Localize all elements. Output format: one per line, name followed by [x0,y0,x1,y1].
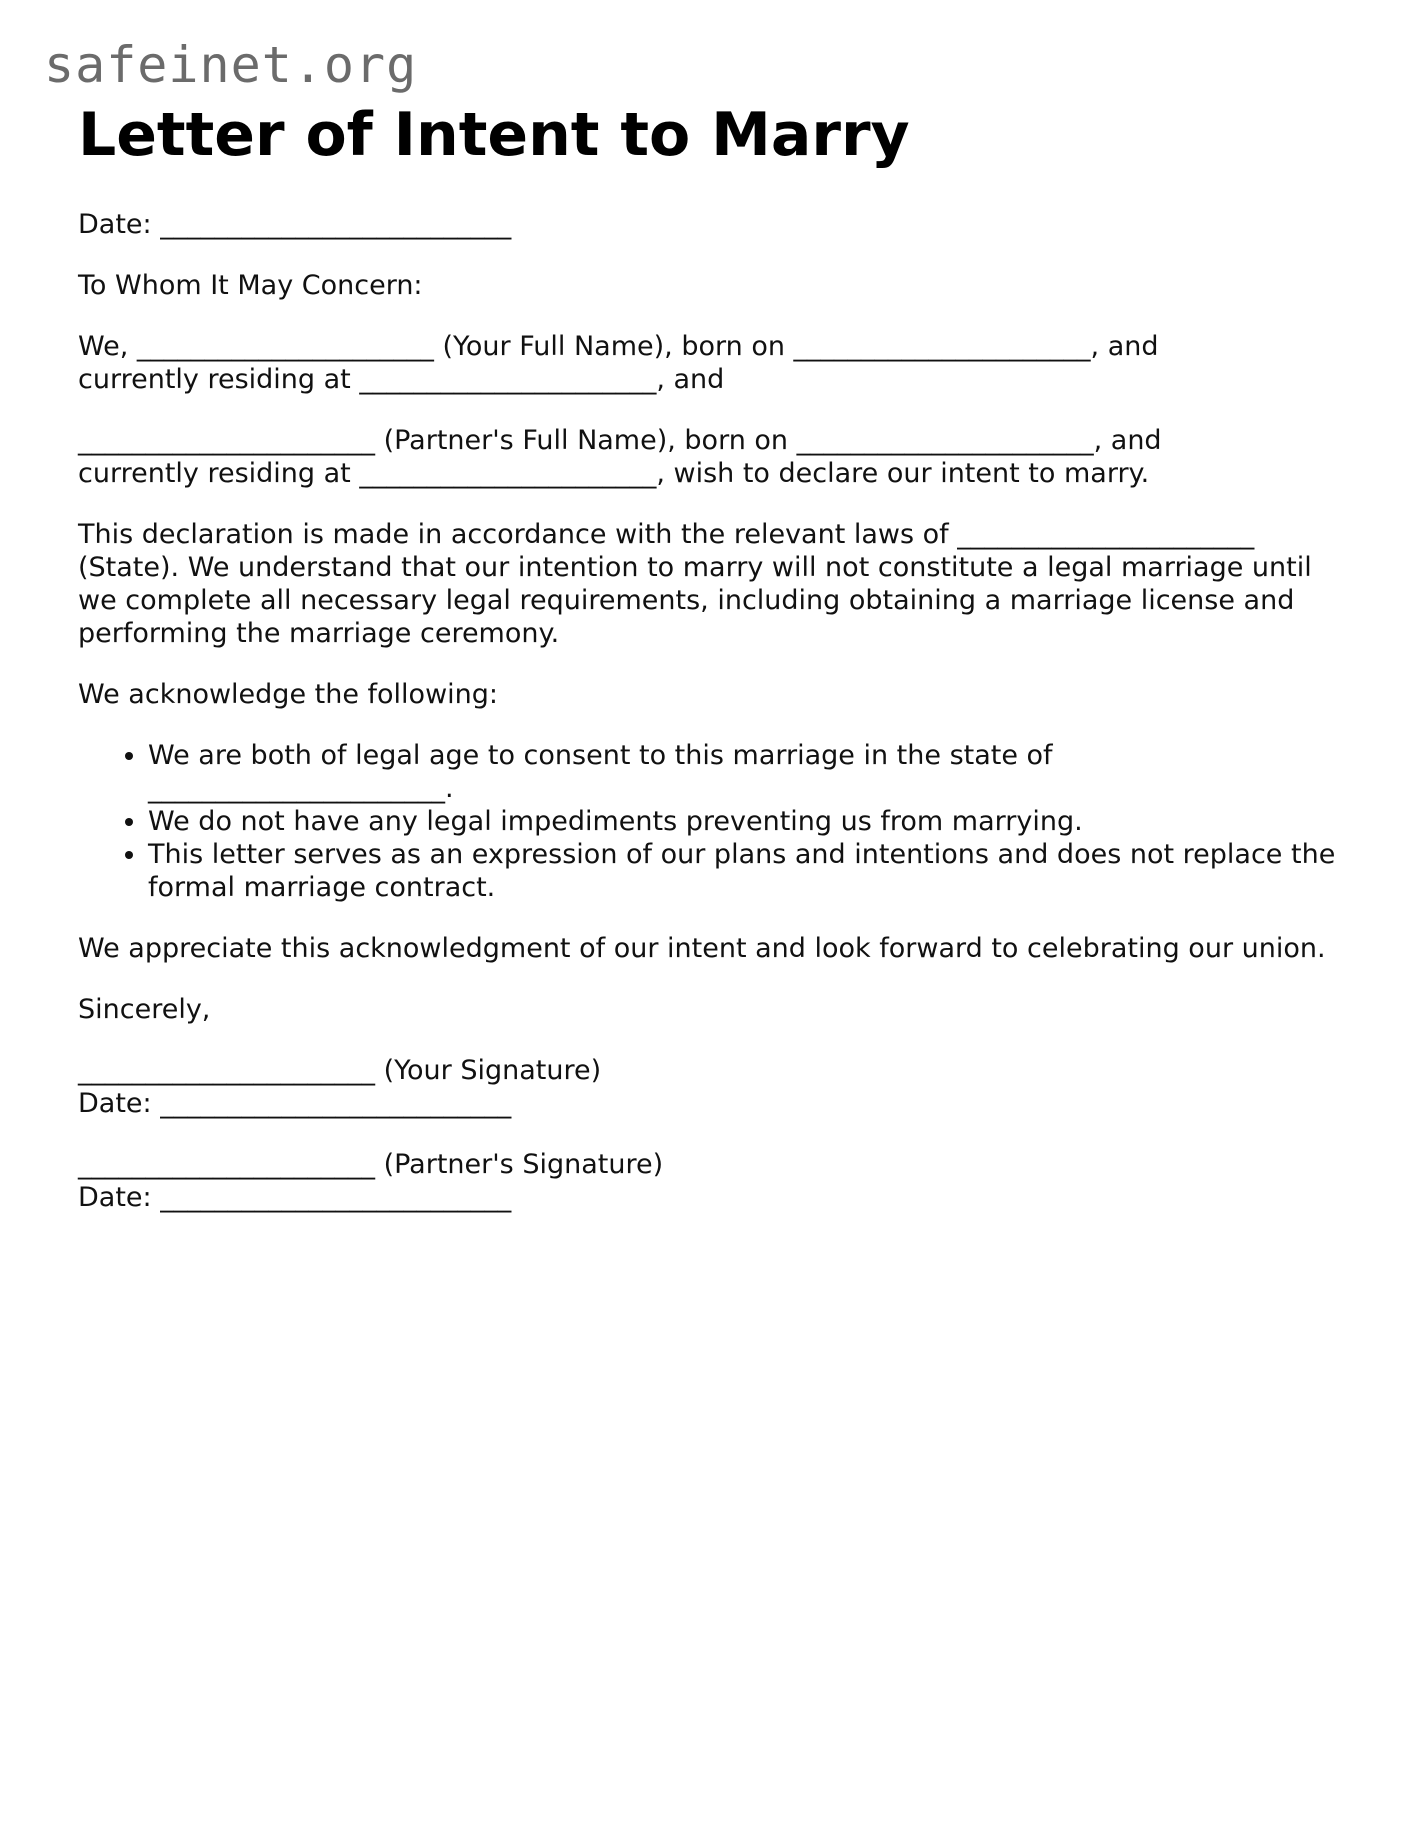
party-two-paragraph [78,424,1348,490]
date-line: Date: __________________________ [78,209,512,240]
party-two-line-2: currently residing at ______________________, wish to declare our intent to marry. [78,458,1150,489]
list-item: • We are both of legal age to consent to this marriage in the state of ______________________. [148,739,1348,805]
letter-document [78,100,1348,1242]
list-item: • This letter serves as an expression of our plans and intentions and does not replace the formal marriage contract. [148,838,1348,904]
your-signature-block [78,1054,1348,1120]
closing-paragraph: We appreciate this acknowledgment of our intent and look forward to celebrating our union. [78,933,1326,964]
acknowledgment-list [78,739,1348,904]
party-one-line-1: We, ______________________ (Your Full Name), born on ______________________, and [78,331,1159,362]
party-one-paragraph [78,330,1348,396]
party-two-line-1: ______________________ (Partner's Full Name), born on ______________________, and [78,425,1162,456]
your-signature-line: ______________________ (Your Signature) [78,1055,602,1086]
your-signature-date: Date: __________________________ [78,1088,512,1119]
salutation: To Whom It May Concern: [78,270,423,301]
sign-off: Sincerely, [78,994,211,1025]
watermark: safeinet.org [44,36,418,94]
partner-signature-block [78,1148,1348,1214]
party-one-line-2: currently residing at ______________________, and [78,364,725,395]
page-title: Letter of Intent to Marry [78,100,910,170]
list-item: • We do not have any legal impediments preventing us from marrying. [148,805,1348,838]
partner-signature-line: ______________________ (Partner's Signature) [78,1149,664,1180]
declaration-paragraph: This declaration is made in accordance with the relevant laws of ______________________ (State). We understand that our intention to marry will not constitute a legal marriage until we complete all necessary legal requirements, including obtaining a marriage license and performing the marriage ceremony. [78,519,1312,649]
acknowledge-intro: We acknowledge the following: [78,679,499,710]
partner-signature-date: Date: __________________________ [78,1182,512,1213]
